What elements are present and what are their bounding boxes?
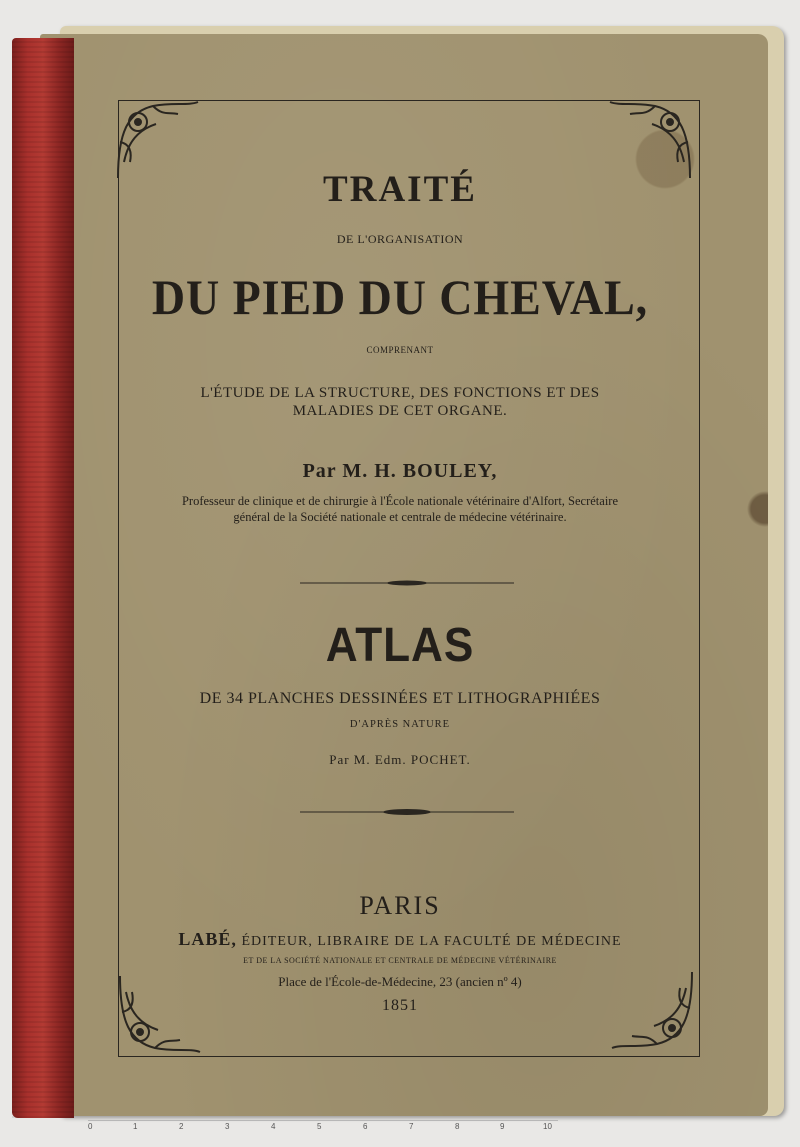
ornamental-rule-top <box>300 577 514 589</box>
author-name: M. H. BOULEY, <box>342 460 498 482</box>
scale-mark: 0 <box>88 1122 93 1131</box>
ornamental-rule-bottom <box>300 806 514 818</box>
main-title: DU PIED DU CHEVAL, <box>151 269 649 325</box>
publication-city: PARIS <box>359 891 441 920</box>
description-line-2: MALADIES DE CET ORGANE. <box>292 403 508 419</box>
scale-mark: 9 <box>500 1122 505 1131</box>
description-line-1: L'ÉTUDE DE LA STRUCTURE, DES FONCTIONS ET DES <box>200 385 600 401</box>
description <box>0 384 800 420</box>
measurement-scale <box>88 1120 558 1135</box>
scale-mark: 7 <box>409 1122 414 1131</box>
scale-mark: 6 <box>363 1122 368 1131</box>
plates-description: DE 34 PLANCHES DESSINÉES ET LITHOGRAPHIÉES <box>199 690 601 707</box>
illustrator-line <box>0 752 800 768</box>
scale-mark: 5 <box>317 1122 322 1131</box>
scale-mark: 1 <box>133 1122 138 1131</box>
scale-mark: 10 <box>543 1122 552 1131</box>
publisher-line <box>0 929 800 950</box>
publication-year: 1851 <box>382 997 418 1014</box>
scale-mark: 4 <box>271 1122 276 1131</box>
author-line <box>0 460 800 483</box>
publisher-address: Place de l'École-de-Médecine, 23 (ancien nº 4) <box>278 974 522 989</box>
author-credentials-line-2: général de la Société nationale et centrale de médecine vétérinaire. <box>233 510 567 524</box>
title-traite: TRAITÉ <box>323 169 477 210</box>
author-credentials <box>0 493 800 525</box>
scale-mark: 3 <box>225 1122 230 1131</box>
comprenant-label: COMPRENANT <box>366 345 434 355</box>
scale-mark: 8 <box>455 1122 460 1131</box>
illustrator-prefix: Par M. Edm. <box>329 752 407 767</box>
subtitle-organisation: DE L'ORGANISATION <box>336 232 464 246</box>
publisher-role: ÉDITEUR, LIBRAIRE DE LA FACULTÉ DE MÉDECINE <box>241 934 622 949</box>
author-prefix: Par <box>302 460 337 482</box>
author-credentials-line-1: Professeur de clinique et de chirurgie à l'École nationale vétérinaire d'Alfort, Secrétaire <box>181 494 619 508</box>
atlas-heading: ATLAS <box>325 619 475 672</box>
publisher-name: LABÉ, <box>178 929 237 949</box>
scale-mark: 2 <box>179 1122 184 1131</box>
publisher-society: ET DE LA SOCIÉTÉ NATIONALE ET CENTRALE DE MÉDECINE VÉTÉRINAIRE <box>243 956 557 965</box>
drawn-from-nature: D'APRÈS NATURE <box>349 719 451 730</box>
illustrator-name: POCHET. <box>410 752 471 767</box>
